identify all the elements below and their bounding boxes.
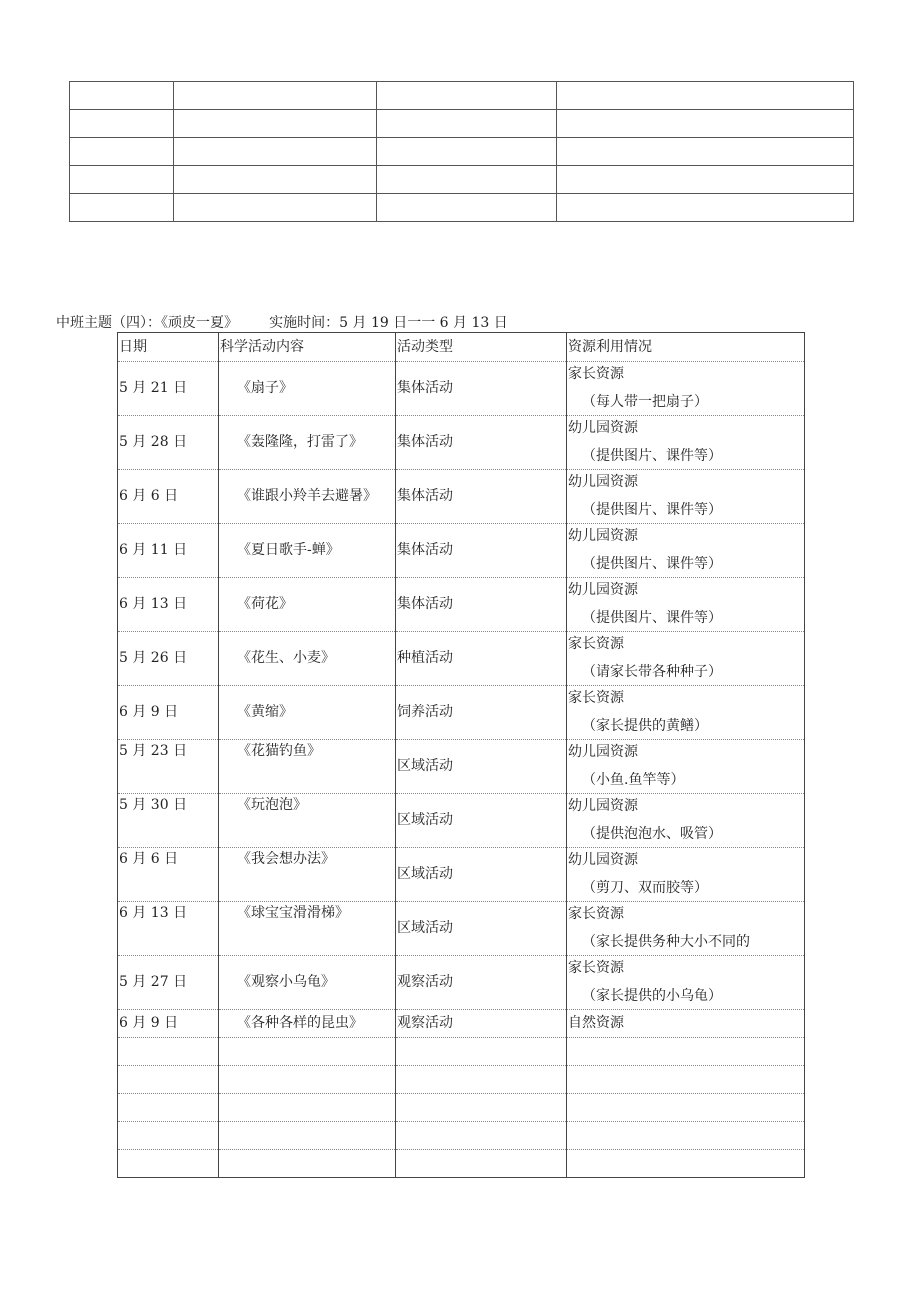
theme-title: 中班主题（四）：《顽皮一夏》 [56, 315, 238, 331]
resource-source: 幼儿园资源 [568, 420, 638, 436]
resource-cell [567, 524, 805, 578]
empty-row [118, 1150, 805, 1178]
date-cell: 5 月 30 日 [118, 794, 219, 848]
empty-row [118, 1094, 805, 1122]
header-type: 活动类型 [396, 333, 567, 362]
resource-cell [567, 470, 805, 524]
empty-cell [557, 166, 854, 194]
table-row [118, 578, 805, 632]
type-cell: 区域活动 [396, 740, 567, 794]
empty-row [118, 1038, 805, 1066]
table-row [118, 686, 805, 740]
empty-cell [377, 166, 557, 194]
resource-cell [567, 362, 805, 416]
empty-cell [174, 110, 377, 138]
table-row [118, 632, 805, 686]
empty-cell [118, 1066, 219, 1094]
type-cell: 观察活动 [396, 956, 567, 1010]
resource-cell [567, 578, 805, 632]
empty-cell [219, 1066, 396, 1094]
resource-note: （家长提供的小乌龟） [582, 988, 722, 1004]
empty-cell [118, 1038, 219, 1066]
table-row [118, 1010, 805, 1038]
resource-source: 家长资源 [568, 960, 624, 976]
date-cell: 6 月 9 日 [118, 1010, 219, 1038]
table-row [118, 470, 805, 524]
content-cell: 《各种各样的昆虫》 [219, 1010, 396, 1038]
resource-cell [567, 902, 805, 956]
header-resource: 资源利用情况 [567, 333, 805, 362]
empty-cell [567, 1038, 805, 1066]
previous-table [69, 81, 854, 222]
type-cell: 集体活动 [396, 524, 567, 578]
empty-cell [396, 1150, 567, 1178]
empty-cell [70, 138, 174, 166]
table-row [118, 848, 805, 902]
date-cell: 5 月 28 日 [118, 416, 219, 470]
table-row [70, 194, 854, 222]
empty-cell [567, 1094, 805, 1122]
date-cell: 5 月 23 日 [118, 740, 219, 794]
table-row [70, 166, 854, 194]
empty-cell [396, 1038, 567, 1066]
content-cell: 《球宝宝滑滑梯》 [219, 902, 396, 956]
type-cell: 种植活动 [396, 632, 567, 686]
content-cell: 《夏日歌手-蝉》 [219, 524, 396, 578]
empty-cell [396, 1122, 567, 1150]
empty-cell [219, 1038, 396, 1066]
empty-cell [118, 1094, 219, 1122]
content-cell: 《荷花》 [219, 578, 396, 632]
resource-source: 幼儿园资源 [568, 744, 638, 760]
resource-cell [567, 686, 805, 740]
resource-note: （请家长带各种种子） [582, 664, 722, 680]
type-cell: 集体活动 [396, 416, 567, 470]
date-cell: 6 月 6 日 [118, 848, 219, 902]
resource-source: 幼儿园资源 [568, 474, 638, 490]
type-cell: 集体活动 [396, 362, 567, 416]
content-cell: 《扇子》 [219, 362, 396, 416]
content-cell: 《玩泡泡》 [219, 794, 396, 848]
type-cell: 观察活动 [396, 1010, 567, 1038]
type-cell: 饲养活动 [396, 686, 567, 740]
table-row [70, 110, 854, 138]
table-row [118, 524, 805, 578]
empty-cell [557, 138, 854, 166]
content-cell: 《黄缩》 [219, 686, 396, 740]
science-activity-table [117, 332, 805, 1178]
table-row [118, 740, 805, 794]
empty-cell [70, 110, 174, 138]
empty-cell [377, 194, 557, 222]
resource-cell [567, 632, 805, 686]
resource-note: （剪刀、双而胶等） [582, 880, 708, 896]
empty-cell [174, 82, 377, 110]
table-row [118, 794, 805, 848]
resource-source: 家长资源 [568, 366, 624, 382]
empty-cell [70, 194, 174, 222]
empty-cell [174, 194, 377, 222]
empty-cell [219, 1122, 396, 1150]
empty-cell [219, 1094, 396, 1122]
table-row [118, 956, 805, 1010]
table-caption [56, 312, 508, 332]
resource-source: 幼儿园资源 [568, 798, 638, 814]
resource-cell [567, 794, 805, 848]
header-row [118, 333, 805, 362]
resource-cell [567, 740, 805, 794]
resource-source: 家长资源 [568, 636, 624, 652]
resource-note: （家长提供的黄鳝） [582, 718, 708, 734]
resource-note: （家长提供务种大小不同的 [582, 934, 750, 950]
table-row [70, 138, 854, 166]
date-cell: 6 月 6 日 [118, 470, 219, 524]
type-cell: 区域活动 [396, 848, 567, 902]
date-cell: 6 月 13 日 [118, 902, 219, 956]
table-row [70, 82, 854, 110]
date-cell: 6 月 13 日 [118, 578, 219, 632]
resource-source: 家长资源 [568, 906, 624, 922]
empty-cell [557, 194, 854, 222]
resource-note: （提供图片、课件等） [582, 556, 722, 572]
empty-cell [567, 1066, 805, 1094]
empty-cell [557, 82, 854, 110]
table-row [118, 362, 805, 416]
empty-cell [377, 110, 557, 138]
empty-cell [174, 138, 377, 166]
resource-note: （每人带一把扇子） [582, 394, 708, 410]
resource-source: 幼儿园资源 [568, 582, 638, 598]
empty-cell [70, 82, 174, 110]
type-cell: 集体活动 [396, 470, 567, 524]
resource-cell [567, 956, 805, 1010]
empty-cell [70, 166, 174, 194]
resource-note: （小鱼.鱼竿等） [582, 772, 685, 788]
resource-note: （提供图片、课件等） [582, 502, 722, 518]
resource-note: （提供图片、课件等） [582, 448, 722, 464]
date-cell: 5 月 27 日 [118, 956, 219, 1010]
empty-cell [118, 1150, 219, 1178]
implementation-period: 实施时间：5 月 19 日一一 6 月 13 日 [269, 315, 508, 331]
resource-cell [567, 848, 805, 902]
type-cell: 区域活动 [396, 794, 567, 848]
content-cell: 《花猫钓鱼》 [219, 740, 396, 794]
empty-cell [174, 166, 377, 194]
type-cell: 区域活动 [396, 902, 567, 956]
table-row [118, 902, 805, 956]
empty-cell [377, 82, 557, 110]
date-cell: 6 月 11 日 [118, 524, 219, 578]
content-cell: 《轰隆隆，打雷了》 [219, 416, 396, 470]
content-cell: 《花生、小麦》 [219, 632, 396, 686]
type-cell: 集体活动 [396, 578, 567, 632]
resource-source: 幼儿园资源 [568, 528, 638, 544]
empty-cell [567, 1150, 805, 1178]
resource-cell [567, 416, 805, 470]
header-content: 科学活动内容 [219, 333, 396, 362]
empty-cell [557, 110, 854, 138]
empty-cell [396, 1066, 567, 1094]
content-cell: 《谁跟小羚羊去避暑》 [219, 470, 396, 524]
content-cell: 《我会想办法》 [219, 848, 396, 902]
resource-note: （提供泡泡水、吸管） [582, 826, 722, 842]
empty-row [118, 1122, 805, 1150]
resource-cell: 自然资源 [567, 1010, 805, 1038]
header-date: 日期 [118, 333, 219, 362]
empty-cell [377, 138, 557, 166]
date-cell: 6 月 9 日 [118, 686, 219, 740]
resource-source: 幼儿园资源 [568, 852, 638, 868]
empty-cell [567, 1122, 805, 1150]
content-cell: 《观察小乌龟》 [219, 956, 396, 1010]
date-cell: 5 月 26 日 [118, 632, 219, 686]
date-cell: 5 月 21 日 [118, 362, 219, 416]
empty-cell [396, 1094, 567, 1122]
empty-cell [219, 1150, 396, 1178]
empty-cell [118, 1122, 219, 1150]
resource-note: （提供图片、课件等） [582, 610, 722, 626]
resource-source: 家长资源 [568, 690, 624, 706]
empty-row [118, 1066, 805, 1094]
table-row [118, 416, 805, 470]
